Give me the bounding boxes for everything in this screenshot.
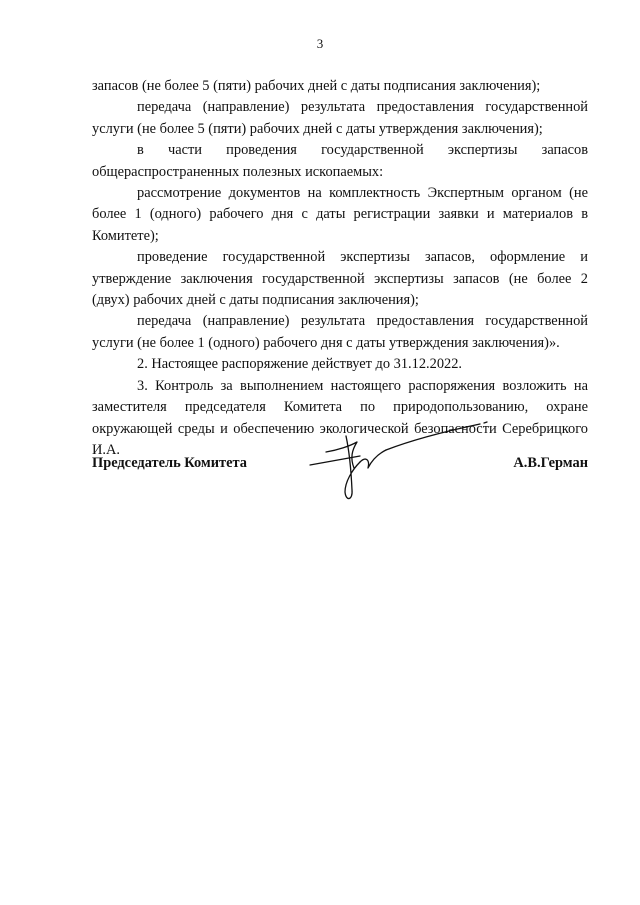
paragraph-continuation: запасов (не более 5 (пяти) рабочих дней с даты подписания заключения); — [92, 78, 541, 94]
signer-name: А.В.Герман — [513, 455, 588, 471]
paragraph-control: 3. Контроль за выполнением настоящего распоряжения возложить на заместителя председателя Комитета по природопользованию, охране окружающей среды и обеспечению экологической безопасности Серебрицкого И.А. — [92, 377, 588, 458]
signature-block — [92, 412, 588, 502]
signer-title: Председатель Комитета — [92, 455, 247, 471]
paragraph-transfer-result-5-days: передача (направление) результата предоставления государственной услуги (не более 5 (пяти) рабочих дней с даты утверждения заключения); — [92, 99, 588, 137]
paragraph-common-minerals-heading: в части проведения государственной экспертизы запасов общераспространенных полезных ископаемых: — [92, 142, 588, 180]
paragraph-transfer-result-1-day: передача (направление) результата предоставления государственной услуги (не более 1 (одного) рабочего дня с даты утверждения заключения)». — [92, 313, 588, 351]
page-number: 3 — [316, 36, 324, 51]
paragraph-validity: 2. Настоящее распоряжение действует до 31.12.2022. — [137, 356, 462, 373]
handwritten-signature — [302, 412, 502, 502]
paragraph-expertise-conduct: проведение государственной экспертизы запасов, оформление и утверждение заключения государственной экспертизы запасов (не более 2 (двух) рабочих дней с даты подписания заключения); — [92, 249, 588, 309]
paragraph-document-review: рассмотрение документов на комплектность Экспертным органом (не более 1 (одного) рабочего дня с даты регистрации заявки и материалов в Комитете); — [92, 185, 588, 244]
document-body — [92, 76, 588, 461]
